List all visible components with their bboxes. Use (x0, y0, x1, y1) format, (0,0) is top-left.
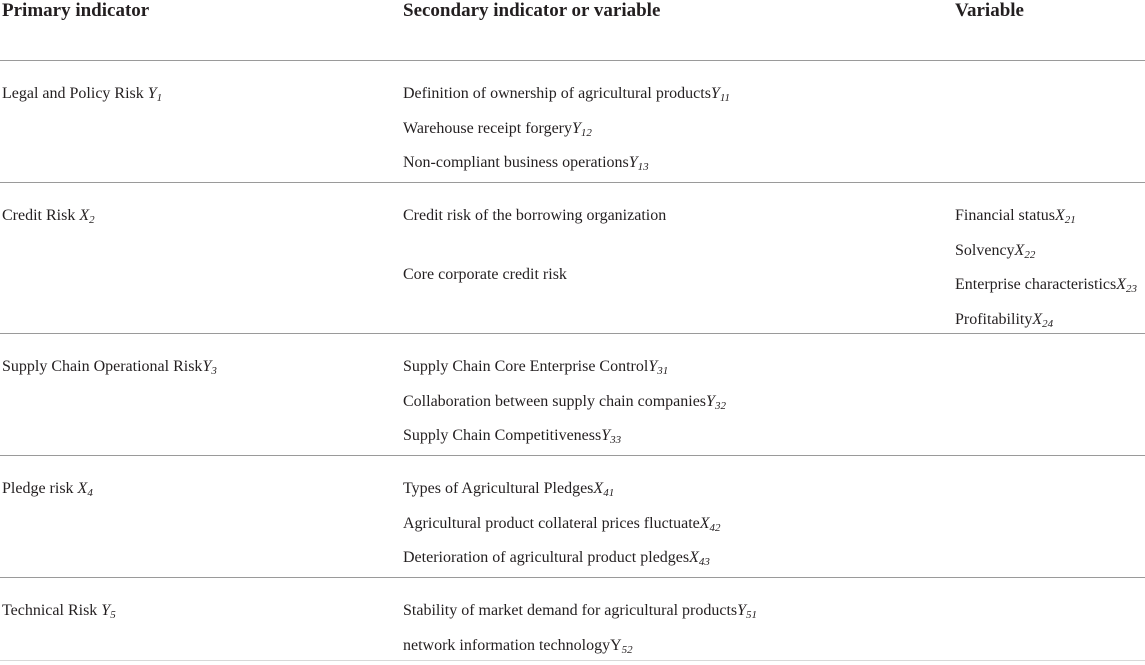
table-row (0, 456, 1145, 578)
secondary-indicator: Core corporate credit risk (403, 260, 666, 290)
secondary-indicator: Stability of market demand for agricultural productsY$_{51}$ (403, 596, 757, 631)
secondary-indicator-cell (403, 596, 757, 665)
primary-indicator: Supply Chain Operational RiskY$_3$ (2, 352, 217, 387)
secondary-indicator: Deterioration of agricultural product pledgesX$_{43}$ (403, 543, 721, 578)
secondary-indicator-cell (403, 352, 726, 456)
secondary-indicator: Definition of ownership of agricultural productsY$_{11}$ (403, 79, 730, 114)
table-row (0, 578, 1145, 661)
primary-indicator-cell (2, 201, 95, 236)
primary-indicator: Technical Risk $Y_5$ (2, 596, 116, 631)
table-row (0, 334, 1145, 456)
table-row (0, 183, 1145, 334)
secondary-indicator: Agricultural product collateral prices fluctuateX$_{42}$ (403, 509, 721, 544)
secondary-indicator: Supply Chain CompetitivenessY$_{33}$ (403, 421, 726, 456)
variable-item: ProfitabilityX$_{24}$ (955, 305, 1137, 340)
secondary-indicator: Collaboration between supply chain companiesY$_{32}$ (403, 387, 726, 422)
primary-indicator-cell (2, 596, 116, 631)
table-row (0, 61, 1145, 183)
secondary-indicator-cell (403, 201, 666, 290)
secondary-indicator: Types of Agricultural PledgesX$_{41}$ (403, 474, 721, 509)
primary-indicator: Pledge risk $X_4$ (2, 474, 93, 509)
variable-cell (955, 201, 1137, 339)
secondary-indicator: Supply Chain Core Enterprise ControlY$_{31}$ (403, 352, 726, 387)
table-header (0, 0, 1145, 61)
secondary-indicator: Warehouse receipt forgeryY$_{12}$ (403, 114, 730, 149)
secondary-indicator: network information technologyY$_{52}$ (403, 631, 757, 665)
secondary-indicator: Non-compliant business operationsY$_{13}$ (403, 148, 730, 183)
primary-indicator: Credit Risk $X_2$ (2, 201, 95, 236)
header-secondary-indicator: Secondary indicator or variable (403, 0, 703, 22)
variable-item: Financial statusX$_{21}$ (955, 201, 1137, 236)
primary-indicator: Legal and Policy Risk $Y_1$ (2, 79, 162, 114)
secondary-indicator-cell (403, 474, 721, 578)
header-primary-indicator: Primary indicator (2, 0, 149, 22)
variable-item: SolvencyX$_{22}$ (955, 236, 1137, 271)
header-variable: Variable (955, 0, 1024, 22)
secondary-indicator: Credit risk of the borrowing organization (403, 201, 666, 231)
primary-indicator-cell (2, 474, 93, 509)
secondary-indicator-cell (403, 79, 730, 183)
primary-indicator-cell (2, 79, 162, 114)
primary-indicator-cell (2, 352, 217, 387)
variable-item: Enterprise characteristicsX$_{23}$ (955, 270, 1137, 305)
